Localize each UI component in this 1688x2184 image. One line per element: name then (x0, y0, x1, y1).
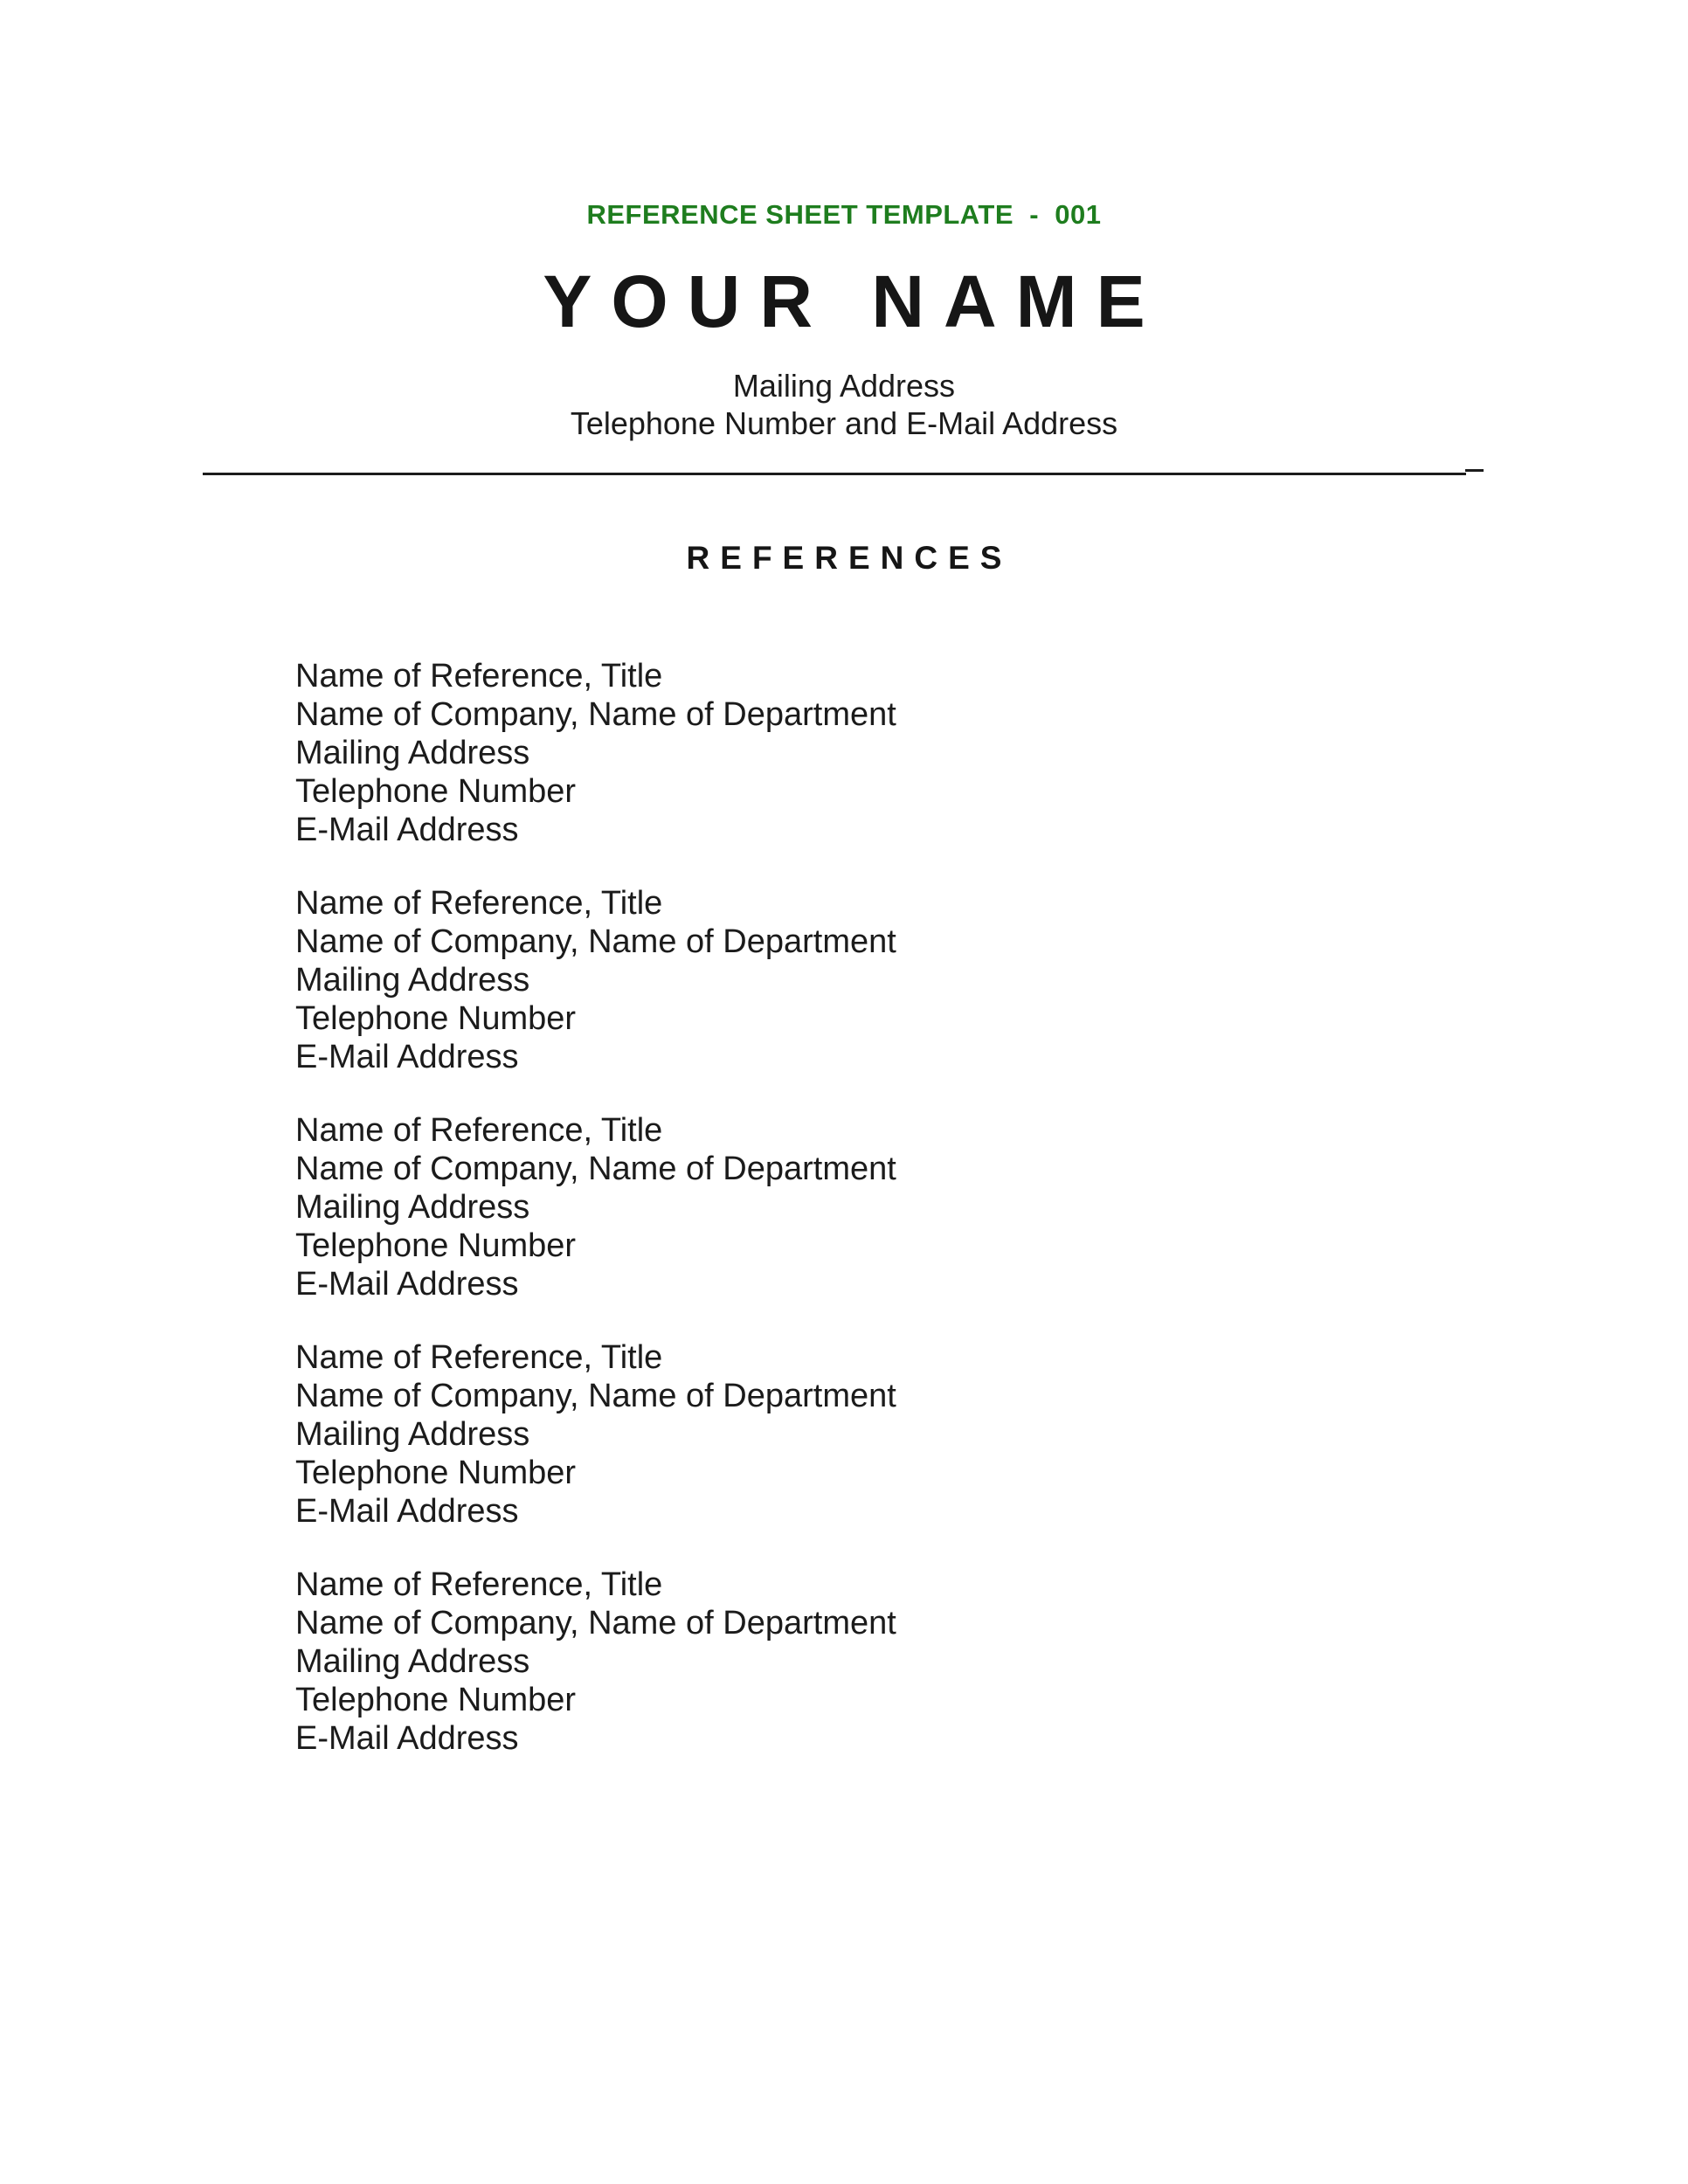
reference-email: E-Mail Address (295, 1720, 519, 1757)
reference-mailing-address: Mailing Address (295, 962, 530, 999)
reference-company-department: Name of Company, Name of Department (295, 923, 896, 960)
reference-company-department: Name of Company, Name of Department (295, 1151, 896, 1187)
reference-mailing-address: Mailing Address (295, 1416, 530, 1453)
reference-telephone: Telephone Number (295, 1227, 577, 1264)
reference-name-title: Name of Reference, Title (295, 1339, 663, 1376)
template-label: REFERENCE SHEET TEMPLATE - 001 (586, 199, 1102, 230)
contact-block (0, 367, 1688, 442)
reference-company-department: Name of Company, Name of Department (295, 696, 896, 733)
contact-phone-email: Telephone Number and E-Mail Address (570, 405, 1118, 441)
reference-telephone: Telephone Number (295, 1455, 577, 1491)
reference-email: E-Mail Address (295, 812, 519, 848)
reference-telephone: Telephone Number (295, 773, 577, 810)
reference-block-2 (295, 884, 896, 1076)
reference-name-title: Name of Reference, Title (295, 1566, 663, 1603)
reference-email: E-Mail Address (295, 1266, 519, 1303)
references-list (295, 657, 896, 1793)
reference-company-department: Name of Company, Name of Department (295, 1378, 896, 1414)
contact-mailing-address: Mailing Address (732, 368, 956, 404)
reference-block-3 (295, 1111, 896, 1303)
references-section-title: REFERENCES (686, 540, 1013, 576)
reference-mailing-address: Mailing Address (295, 1643, 530, 1680)
reference-block-4 (295, 1338, 896, 1531)
reference-telephone: Telephone Number (295, 1682, 577, 1718)
reference-name-title: Name of Reference, Title (295, 658, 663, 695)
reference-name-title: Name of Reference, Title (295, 1112, 663, 1149)
divider-line (203, 473, 1466, 475)
person-name-heading: YOUR NAME (543, 260, 1165, 342)
reference-email: E-Mail Address (295, 1039, 519, 1075)
reference-mailing-address: Mailing Address (295, 735, 530, 771)
reference-block-5 (295, 1565, 896, 1758)
reference-mailing-address: Mailing Address (295, 1189, 530, 1226)
reference-name-title: Name of Reference, Title (295, 885, 663, 922)
divider-end-dash (1465, 469, 1484, 472)
reference-email: E-Mail Address (295, 1493, 519, 1530)
reference-block-1 (295, 657, 896, 849)
reference-company-department: Name of Company, Name of Department (295, 1605, 896, 1641)
reference-telephone: Telephone Number (295, 1000, 577, 1037)
